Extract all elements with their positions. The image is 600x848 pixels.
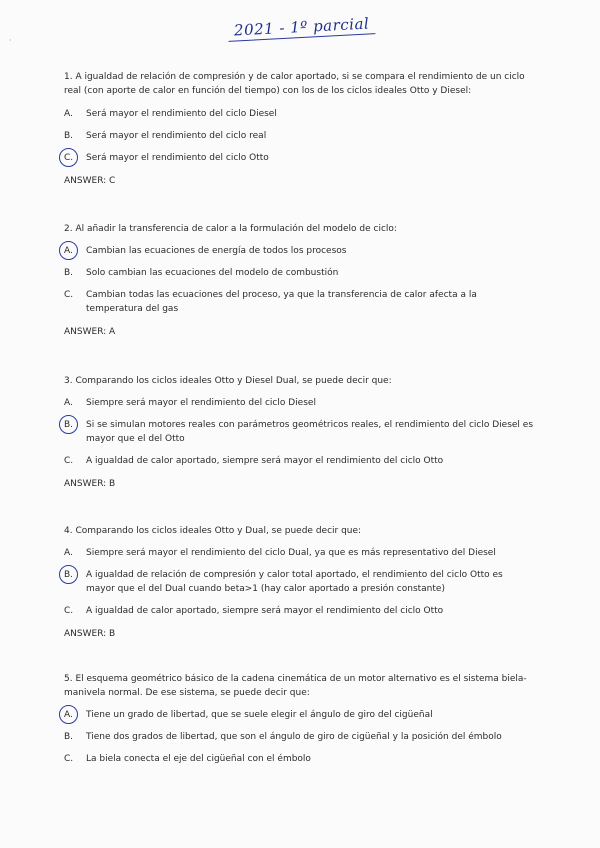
- option-a: [64, 244, 534, 258]
- corner-mark: ·: [9, 36, 12, 45]
- option-letter: C.: [64, 290, 74, 300]
- option-letter: A.: [64, 398, 73, 408]
- option-text: Cambian las ecuaciones de energía de todos los procesos: [86, 246, 347, 256]
- option-b: [64, 730, 534, 744]
- question-text: 2. Al añadir la transferencia de calor a la formulación del modelo de ciclo:: [64, 224, 397, 234]
- option-text: Si se simulan motores reales con parámetros geométricos reales, el rendimiento del ciclo Diesel es mayor que el del Otto: [86, 420, 534, 444]
- option-a: [64, 396, 534, 410]
- option-letter: B.: [64, 268, 74, 278]
- option-letter: A.: [64, 246, 73, 256]
- option-letter: A.: [64, 109, 73, 119]
- question-5: [64, 672, 534, 766]
- option-letter: C.: [64, 456, 74, 466]
- question-1: [64, 70, 534, 188]
- option-text: Siempre será mayor el rendimiento del ciclo Dual, ya que es más representativo del Diesel: [86, 548, 496, 558]
- option-letter: B.: [64, 732, 74, 742]
- option-text: Cambian todas las ecuaciones del proceso, ya que la transferencia de calor afecta a la temperatura del gas: [86, 290, 477, 314]
- option-text: Será mayor el rendimiento del ciclo Diesel: [86, 109, 277, 119]
- option-letter: B.: [64, 570, 74, 580]
- option-c: [64, 604, 534, 618]
- question-4: [64, 524, 534, 641]
- option-c: [64, 288, 534, 316]
- option-b: [64, 418, 534, 446]
- option-text: A igualdad de calor aportado, siempre será mayor el rendimiento del ciclo Otto: [86, 456, 444, 466]
- handwritten-title: 2021 - 1º parcial: [228, 14, 376, 42]
- question-3: [64, 374, 534, 491]
- option-c: [64, 752, 534, 766]
- option-b: [64, 129, 534, 143]
- option-letter: C.: [64, 754, 74, 764]
- answer-line: ANSWER: B: [64, 629, 116, 639]
- option-letter: B.: [64, 420, 74, 430]
- option-letter: A.: [64, 548, 73, 558]
- option-letter: A.: [64, 710, 73, 720]
- question-text: 3. Comparando los ciclos ideales Otto y Diesel Dual, se puede decir que:: [64, 376, 392, 386]
- option-letter: C.: [64, 606, 74, 616]
- option-c: [64, 151, 534, 165]
- answer-line: ANSWER: C: [64, 176, 116, 186]
- option-b: [64, 568, 534, 596]
- option-a: [64, 708, 534, 722]
- answer-line: ANSWER: A: [64, 327, 116, 337]
- option-text: A igualdad de calor aportado, siempre será mayor el rendimiento del ciclo Otto: [86, 606, 444, 616]
- option-a: [64, 107, 534, 121]
- option-text: Solo cambian las ecuaciones del modelo de combustión: [86, 268, 339, 278]
- option-letter: B.: [64, 131, 74, 141]
- question-text: 1. A igualdad de relación de compresión y de calor aportado, si se compara el rendimiento de un ciclo real (con aporte de calor en función del tiempo) con los de los ciclos ideales Otto y Diesel:: [64, 72, 525, 96]
- option-text: Tiene un grado de libertad, que se suele elegir el ángulo de giro del cigüeñal: [86, 710, 433, 720]
- option-text: Siempre será mayor el rendimiento del ciclo Diesel: [86, 398, 316, 408]
- option-a: [64, 546, 534, 560]
- option-text: Tiene dos grados de libertad, que son el ángulo de giro de cigüeñal y la posición del émbolo: [86, 732, 502, 742]
- option-c: [64, 454, 534, 468]
- option-letter: C.: [64, 153, 74, 163]
- option-text: A igualdad de relación de compresión y calor total aportado, el rendimiento del ciclo Otto es mayor que el del Dual cuando beta>1 (hay calor aportado a presión constante): [86, 570, 503, 594]
- option-text: Será mayor el rendimiento del ciclo real: [86, 131, 267, 141]
- option-b: [64, 266, 534, 280]
- answer-line: ANSWER: B: [64, 479, 116, 489]
- option-text: La biela conecta el eje del cigüeñal con el émbolo: [86, 754, 311, 764]
- option-text: Será mayor el rendimiento del ciclo Otto: [86, 153, 269, 163]
- question-text: 4. Comparando los ciclos ideales Otto y Dual, se puede decir que:: [64, 526, 362, 536]
- question-text: 5. El esquema geométrico básico de la cadena cinemática de un motor alternativo es el sistema biela-manivela normal. De ese sistema, se puede decir que:: [64, 674, 527, 698]
- question-2: [64, 222, 534, 339]
